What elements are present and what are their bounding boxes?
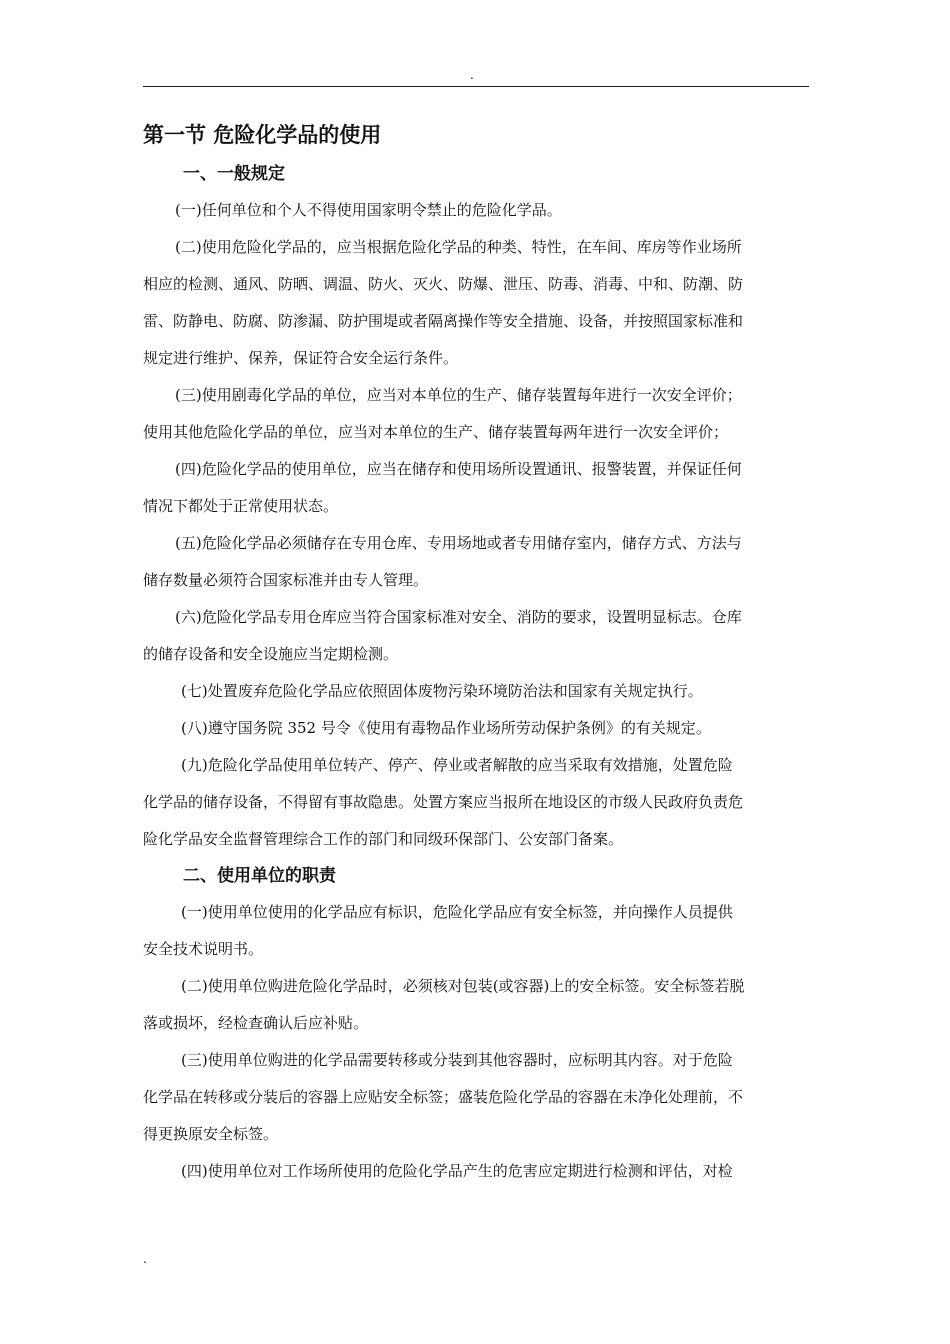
- paragraph: (一)使用单位使用的化学品应有标识，危险化学品应有安全标签，并向操作人员提供 安全技术说明书。: [143, 903, 733, 958]
- paragraph: (八)遵守国务院 352 号令《使用有毒物品作业场所劳动保护条例》的有关规定。: [181, 719, 711, 737]
- paragraph: (六)危险化学品专用仓库应当符合国家标准对安全、消防的要求，设置明显标志。仓库 的储存设备和安全设施应当定期检测。: [143, 608, 742, 663]
- section-title: 第一节 危险化学品的使用: [143, 123, 382, 147]
- header-rule: [143, 86, 809, 87]
- paragraph: (二)使用单位购进危险化学品时，必须核对包装(或容器)上的安全标签。安全标签若脱 落或损坏，经检查确认后应补贴。: [143, 977, 745, 1032]
- paragraph: (三)使用单位购进的化学品需要转移或分装到其他容器时，应标明其内容。对于危险 化学品在转移或分装后的容器上应贴安全标签；盛装危险化学品的容器在未净化处理前，不 得更换原安全标签。: [143, 1051, 744, 1143]
- paragraph: (五)危险化学品必须储存在专用仓库、专用场地或者专用储存室内，储存方式、方法与 储存数量必须符合国家标准并由专人管理。: [143, 534, 742, 589]
- paragraph: (三)使用剧毒化学品的单位，应当对本单位的生产、储存装置每年进行一次安全评价； 使用其他危险化学品的单位，应当对本单位的生产、储存装置每两年进行一次安全评价；: [143, 386, 742, 441]
- paragraph: (九)危险化学品使用单位转产、停产、停业或者解散的应当采取有效措施，处置危险 化学品的储存设备，不得留有事故隐患。处置方案应当报所在地设区的市级人民政府负责危 险化学品安全监督管理综合工作的部门和同级环保部门、公安部门备案。: [143, 756, 744, 848]
- paragraph: (四)使用单位对工作场所使用的危险化学品产生的危害应定期进行检测和评估，对检: [181, 1162, 733, 1180]
- document-body: [143, 116, 809, 1190]
- paragraph: (二)使用危险化学品的，应当根据危险化学品的种类、特性，在车间、库房等作业场所 相应的检测、通风、防晒、调温、防火、灭火、防爆、泄压、防毒、消毒、中和、防潮、防 雷、防静电、防腐、防渗漏、防护围堤或者隔离操作等安全措施、设备，并按照国家标准和 规定进行维护、保养，保证符合安全运行条件。: [143, 238, 744, 367]
- paragraph: (四)危险化学品的使用单位，应当在储存和使用场所设置通讯、报警装置，并保证任何 情况下都处于正常使用状态。: [143, 460, 742, 515]
- header-mark: .: [470, 68, 474, 82]
- paragraph: (七)处置废弃危险化学品应依照固体废物污染环境防治法和国家有关规定执行。: [181, 682, 703, 700]
- heading-user-duties: 二、使用单位的职责: [183, 866, 336, 886]
- paragraph: (一)任何单位和个人不得使用国家明令禁止的危险化学品。: [175, 201, 562, 219]
- footer-mark: .: [143, 1252, 147, 1266]
- heading-general-rules: 一、一般规定: [183, 164, 285, 184]
